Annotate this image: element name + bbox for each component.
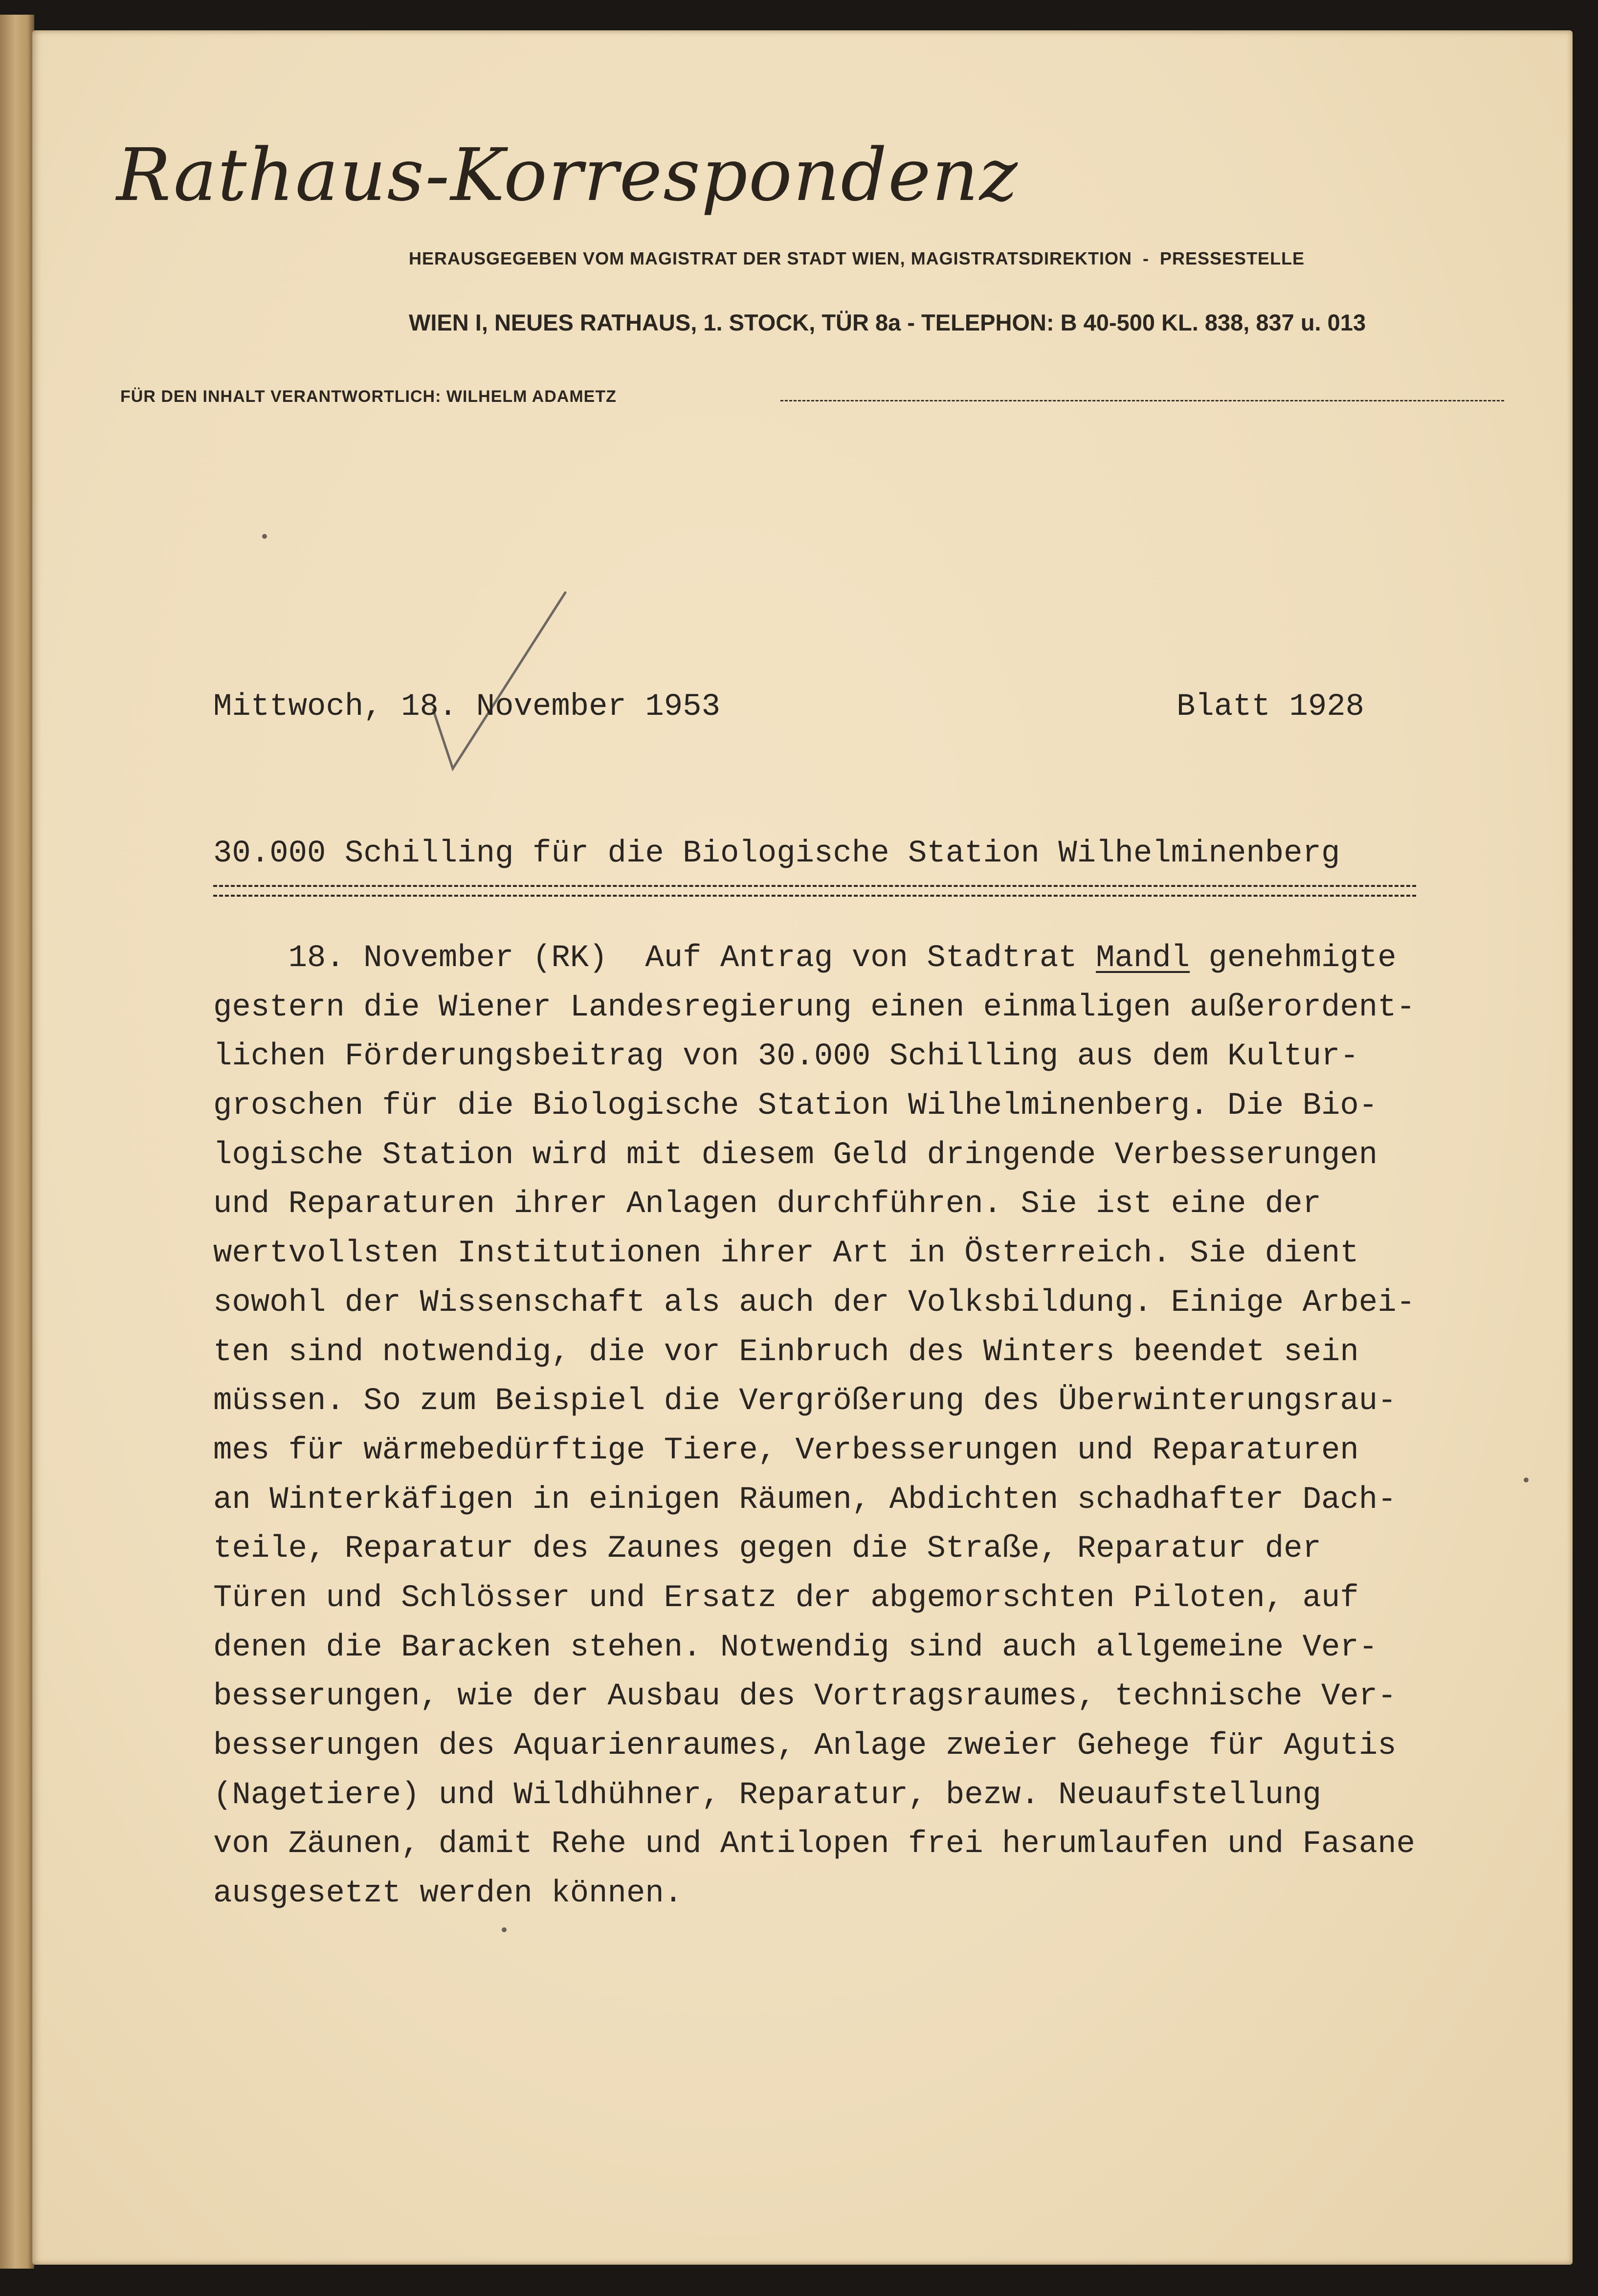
responsible-rule bbox=[780, 400, 1504, 401]
date-line: Mittwoch, 18. November 1953 bbox=[213, 689, 720, 725]
body-line: logische Station wird mit diesem Geld dringende Verbesserungen bbox=[213, 1137, 1378, 1173]
binding-strip bbox=[0, 15, 34, 2269]
body-line: müssen. So zum Beispiel die Vergrößerung des Überwinterungsrau- bbox=[213, 1384, 1397, 1419]
check-mark-icon bbox=[423, 588, 570, 773]
publisher-line: HERAUSGEGEBEN VOM MAGISTRAT DER STADT WIEN, MAGISTRATSDIREKTION - PRESSESTELLE bbox=[409, 248, 1305, 268]
underlined-name: Mandl bbox=[1096, 941, 1190, 976]
body-line: von Zäunen, damit Rehe und Antilopen frei herumlaufen und Fasane bbox=[213, 1827, 1415, 1862]
body-line: (Nagetiere) und Wildhühner, Reparatur, bezw. Neuaufstellung bbox=[213, 1777, 1321, 1813]
body-line: gestern die Wiener Landesregierung einen einmaligen außerordent- bbox=[213, 990, 1415, 1025]
body-line: ten sind notwendig, die vor Einbruch des Winters beendet sein bbox=[213, 1334, 1359, 1370]
masthead-title: Rathaus-Korrespondenz bbox=[116, 133, 1019, 217]
body-line-tail: genehmigte bbox=[1190, 941, 1397, 976]
paper-speck bbox=[502, 1927, 507, 1932]
body-text bbox=[213, 934, 1533, 1919]
body-line: und Reparaturen ihrer Anlagen durchführen. Sie ist eine der bbox=[213, 1187, 1321, 1222]
body-line: mes für wärmebedürftige Tiere, Verbesserungen und Reparaturen bbox=[213, 1433, 1359, 1468]
body-line: Türen und Schlösser und Ersatz der abgemorschten Piloten, auf bbox=[213, 1580, 1359, 1616]
responsible-editor-line: FÜR DEN INHALT VERANTWORTLICH: WILHELM ADAMETZ bbox=[120, 387, 617, 406]
body-line: denen die Baracken stehen. Notwendig sind auch allgemeine Ver- bbox=[213, 1630, 1378, 1665]
body-line: sowohl der Wissenschaft als auch der Volksbildung. Einige Arbei- bbox=[213, 1285, 1415, 1321]
paper-speck bbox=[1524, 1478, 1529, 1482]
body-line: an Winterkäfigen in einigen Räumen, Abdichten schadhafter Dach- bbox=[213, 1482, 1397, 1518]
body-line: ausgesetzt werden können. bbox=[213, 1876, 683, 1912]
body-line: teile, Reparatur des Zaunes gegen die Straße, Reparatur der bbox=[213, 1531, 1321, 1567]
sheet-number: Blatt 1928 bbox=[1176, 689, 1365, 725]
address-line: WIEN I, NEUES RATHAUS, 1. STOCK, TÜR 8a - TELEPHON: B 40-500 KL. 838, 837 u. 013 bbox=[409, 309, 1366, 335]
body-line bbox=[213, 934, 1533, 983]
body-line: lichen Förderungsbeitrag von 30.000 Schilling aus dem Kultur- bbox=[213, 1039, 1359, 1075]
paper-speck bbox=[262, 534, 267, 539]
body-line-lead: 18. November (RK) Auf Antrag von Stadtrat bbox=[213, 941, 1096, 976]
body-line: besserungen, wie der Ausbau des Vortragsraumes, technische Ver- bbox=[213, 1679, 1397, 1715]
document-page bbox=[32, 30, 1573, 2265]
body-line: groschen für die Biologische Station Wilhelminenberg. Die Bio- bbox=[213, 1088, 1378, 1124]
headline-double-rule bbox=[213, 885, 1416, 897]
body-line: wertvollsten Institutionen ihrer Art in Österreich. Sie dient bbox=[213, 1236, 1359, 1272]
headline: 30.000 Schilling für die Biologische Station Wilhelminenberg bbox=[213, 836, 1340, 871]
body-line: besserungen des Aquarienraumes, Anlage zweier Gehege für Agutis bbox=[213, 1728, 1397, 1764]
